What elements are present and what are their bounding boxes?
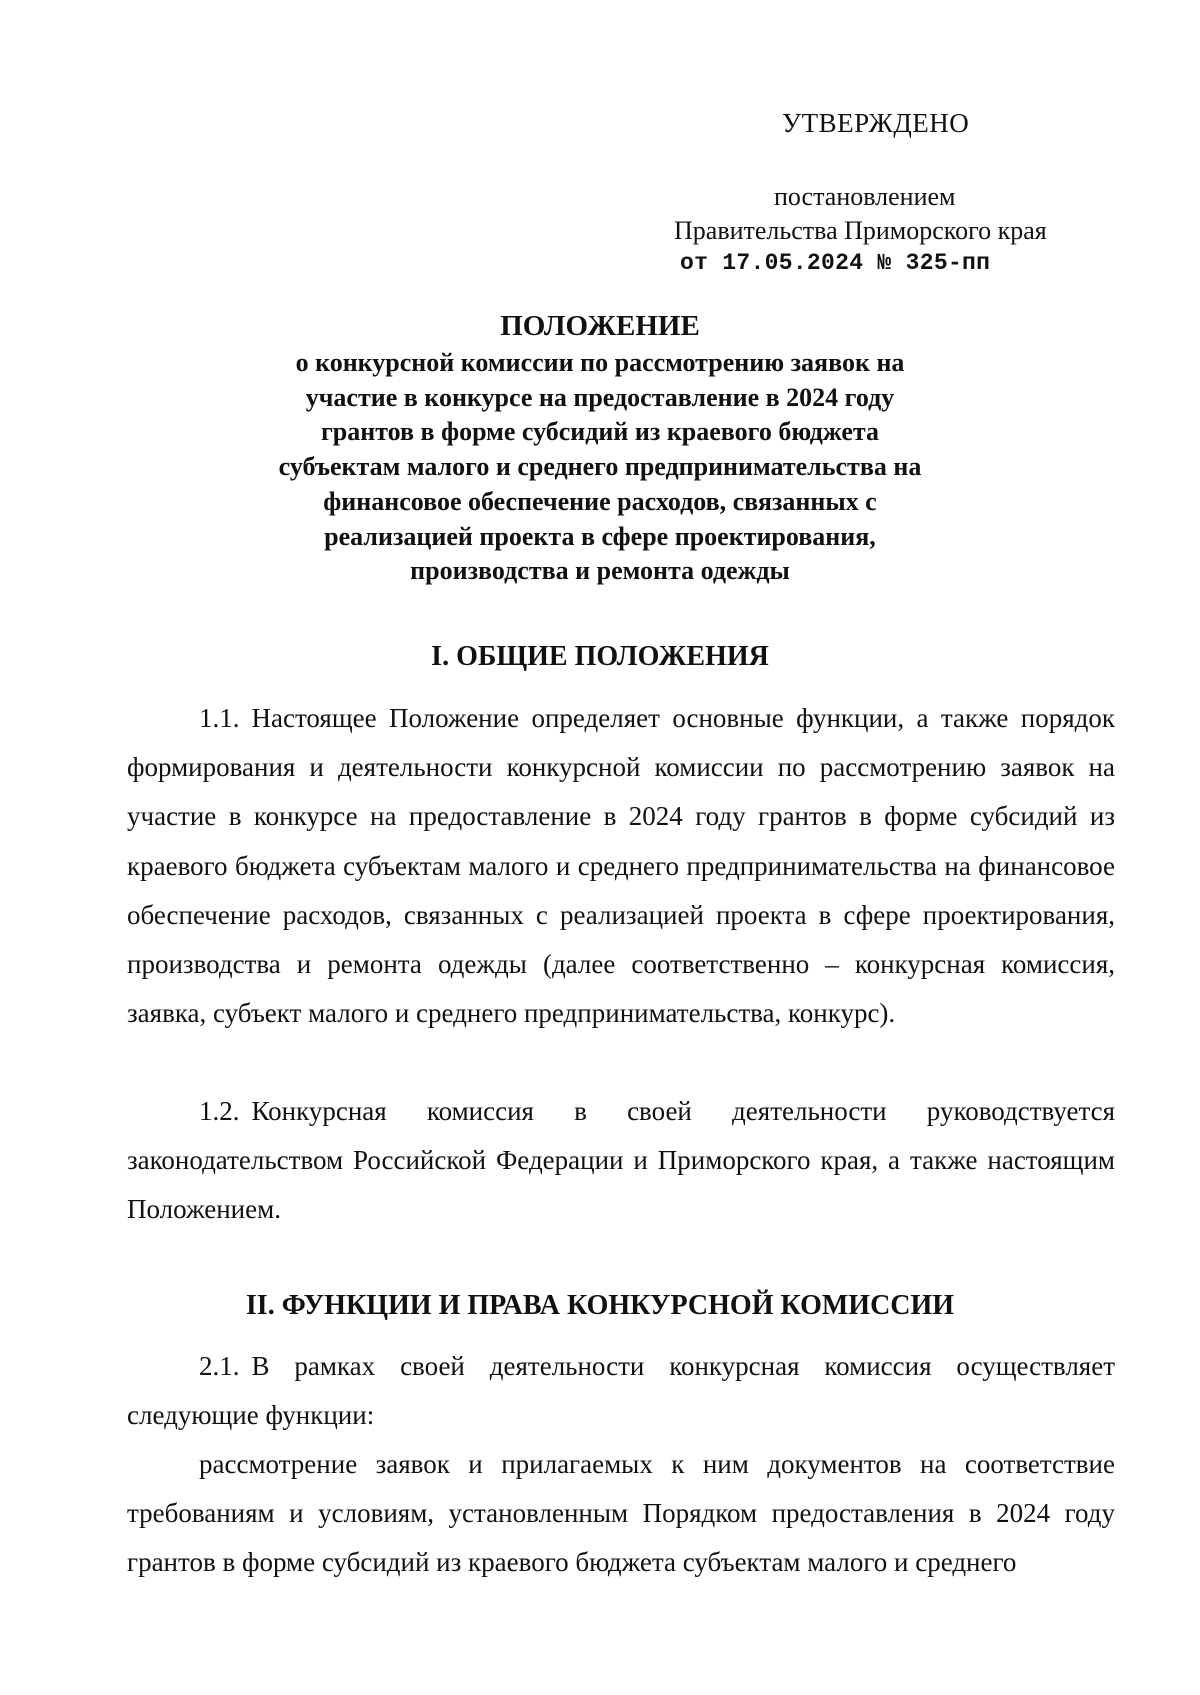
approval-government-line: Правительства Приморского края xyxy=(674,216,1047,245)
approval-decree-line: постановлением xyxy=(774,182,956,211)
section-heading-general: I. ОБЩИЕ ПОЛОЖЕНИЯ xyxy=(431,641,769,672)
paragraph-1-2 xyxy=(127,1087,1115,1235)
document-title: ПОЛОЖЕНИЕ xyxy=(500,310,700,342)
approval-date-number: от 17.05.2024 № 325-пп xyxy=(680,250,991,276)
subtitle-line: реализацией проекта в сфере проектирования, xyxy=(324,521,876,551)
document-subtitle xyxy=(200,346,1000,589)
section-heading-functions: II. ФУНКЦИИ И ПРАВА КОНКУРСНОЙ КОМИССИИ xyxy=(245,1290,955,1321)
paragraph-text: Настоящее Положение определяет основные функции, а также порядок формирования и деятельности конкурсной комиссии по рассмотрению заявок на участие в конкурсе на предоставление в 2024 году грантов в форме субсидий из краевого бюджета субъектам малого и среднего предпринимательства на финансовое обеспечение расходов, связанных с реализацией проекта в сфере проектирования, производства и ремонта одежды (далее соответственно – конкурсная комиссия, заявка, субъект малого и среднего предпринимательства, конкурс). xyxy=(127,703,1115,1029)
subtitle-line: производства и ремонта одежды xyxy=(410,556,790,586)
paragraph-number: 1.2. xyxy=(199,1096,240,1126)
paragraph-number: 2.1. xyxy=(199,1351,240,1381)
subtitle-line: субъектам малого и среднего предпринимательства на xyxy=(278,452,922,482)
subtitle-line: о конкурсной комиссии по рассмотрению заявок на xyxy=(295,348,905,377)
subtitle-line: участие в конкурсе на предоставление в 2024 году xyxy=(305,382,895,412)
paragraph-number: 1.1. xyxy=(199,703,240,733)
subtitle-line: финансовое обеспечение расходов, связанных с xyxy=(323,486,877,516)
paragraph-2-1 xyxy=(127,1342,1115,1440)
paragraph-text: Конкурсная комиссия в своей деятельности руководствуется законодательством Российской Федерации и Приморского края, а также настоящим Положением. xyxy=(127,1096,1115,1225)
paragraph-2-1-item: рассмотрение заявок и прилагаемых к ним документов на соответствие требованиям и условиям, установленным Порядком предоставления в 2024 году грантов в форме субсидий из краевого бюджета субъектам малого и среднего xyxy=(127,1449,1115,1578)
subtitle-line: грантов в форме субсидий из краевого бюджета xyxy=(320,417,879,447)
approved-label: УТВЕРЖДЕНО xyxy=(782,108,970,138)
paragraph-text: В рамках своей деятельности конкурсная комиссия осуществляет следующие функции: xyxy=(127,1351,1115,1431)
paragraph-1-1 xyxy=(127,694,1115,1038)
